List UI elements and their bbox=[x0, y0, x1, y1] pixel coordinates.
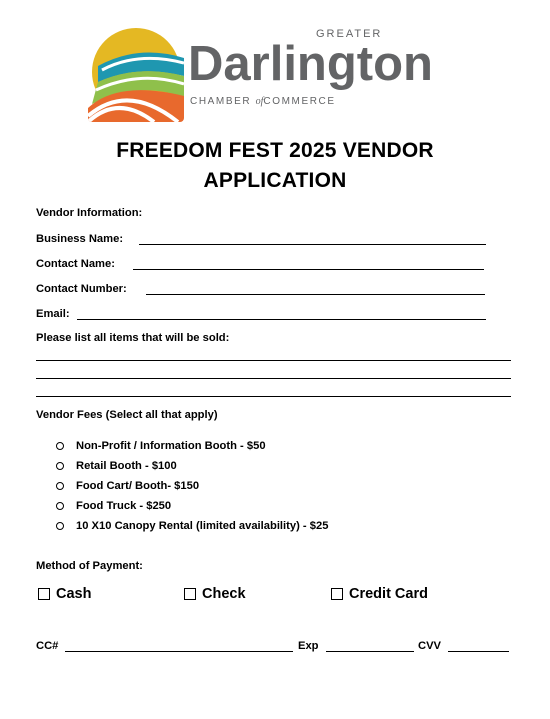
logo-chamber-prefix: CHAMBER bbox=[190, 96, 252, 107]
vendor-info-heading: Vendor Information: bbox=[36, 207, 143, 219]
chamber-logo bbox=[88, 26, 468, 122]
fee-option-food-cart[interactable] bbox=[56, 476, 328, 496]
page-title-line-2: APPLICATION bbox=[203, 169, 347, 192]
items-line-1[interactable] bbox=[36, 360, 511, 361]
contact-number-label: Contact Number: bbox=[36, 283, 127, 295]
rolling-hills-sun-icon bbox=[88, 26, 184, 122]
contact-name-field[interactable] bbox=[133, 269, 484, 270]
checkbox-icon[interactable] bbox=[184, 588, 196, 600]
payment-option-cash[interactable] bbox=[38, 586, 91, 602]
payment-heading: Method of Payment: bbox=[36, 560, 143, 572]
fee-option-label: 10 X10 Canopy Rental (limited availability) - $25 bbox=[76, 520, 329, 532]
logo-chamber-text bbox=[190, 96, 336, 107]
payment-option-label: Credit Card bbox=[349, 586, 428, 602]
fee-option-retail[interactable] bbox=[56, 456, 328, 476]
exp-field[interactable] bbox=[326, 651, 414, 652]
vendor-fees-list bbox=[56, 436, 328, 536]
cc-number-label: CC# bbox=[36, 640, 59, 652]
contact-number-field[interactable] bbox=[146, 294, 485, 295]
email-label: Email: bbox=[36, 308, 70, 320]
payment-option-check[interactable] bbox=[184, 586, 246, 602]
radio-circle-icon[interactable] bbox=[56, 462, 64, 470]
fee-option-food-truck[interactable] bbox=[56, 496, 328, 516]
exp-label: Exp bbox=[298, 640, 319, 652]
payment-option-credit-card[interactable] bbox=[331, 586, 428, 602]
logo-name-text: Darlington bbox=[188, 37, 433, 91]
business-name-label: Business Name: bbox=[36, 233, 124, 245]
fee-option-label: Food Cart/ Booth- $150 bbox=[76, 480, 200, 492]
checkbox-icon[interactable] bbox=[38, 588, 50, 600]
logo-chamber-suffix: COMMERCE bbox=[263, 96, 336, 107]
radio-circle-icon[interactable] bbox=[56, 482, 64, 490]
business-name-field[interactable] bbox=[139, 244, 486, 245]
logo-chamber-of: of bbox=[255, 96, 264, 107]
cvv-field[interactable] bbox=[448, 651, 509, 652]
fee-option-canopy[interactable] bbox=[56, 516, 328, 536]
radio-circle-icon[interactable] bbox=[56, 442, 64, 450]
checkbox-icon[interactable] bbox=[331, 588, 343, 600]
items-prompt-label: Please list all items that will be sold: bbox=[36, 332, 230, 344]
page-title-line-1: FREEDOM FEST 2025 VENDOR bbox=[116, 139, 434, 162]
cc-number-field[interactable] bbox=[65, 651, 293, 652]
fee-option-label: Non-Profit / Information Booth - $50 bbox=[76, 440, 266, 452]
fee-option-label: Retail Booth - $100 bbox=[76, 460, 177, 472]
items-line-2[interactable] bbox=[36, 378, 511, 379]
vendor-fees-heading: Vendor Fees (Select all that apply) bbox=[36, 409, 218, 421]
contact-name-label: Contact Name: bbox=[36, 258, 115, 270]
payment-option-label: Cash bbox=[56, 586, 92, 602]
payment-option-label: Check bbox=[202, 586, 246, 602]
items-line-3[interactable] bbox=[36, 396, 511, 397]
chamber-wordmark bbox=[188, 26, 463, 122]
radio-circle-icon[interactable] bbox=[56, 522, 64, 530]
cvv-label: CVV bbox=[418, 640, 442, 652]
logo-greater-text: GREATER bbox=[316, 28, 383, 40]
email-field[interactable] bbox=[77, 319, 486, 320]
fee-option-nonprofit[interactable] bbox=[56, 436, 328, 456]
fee-option-label: Food Truck - $250 bbox=[76, 500, 172, 512]
radio-circle-icon[interactable] bbox=[56, 502, 64, 510]
